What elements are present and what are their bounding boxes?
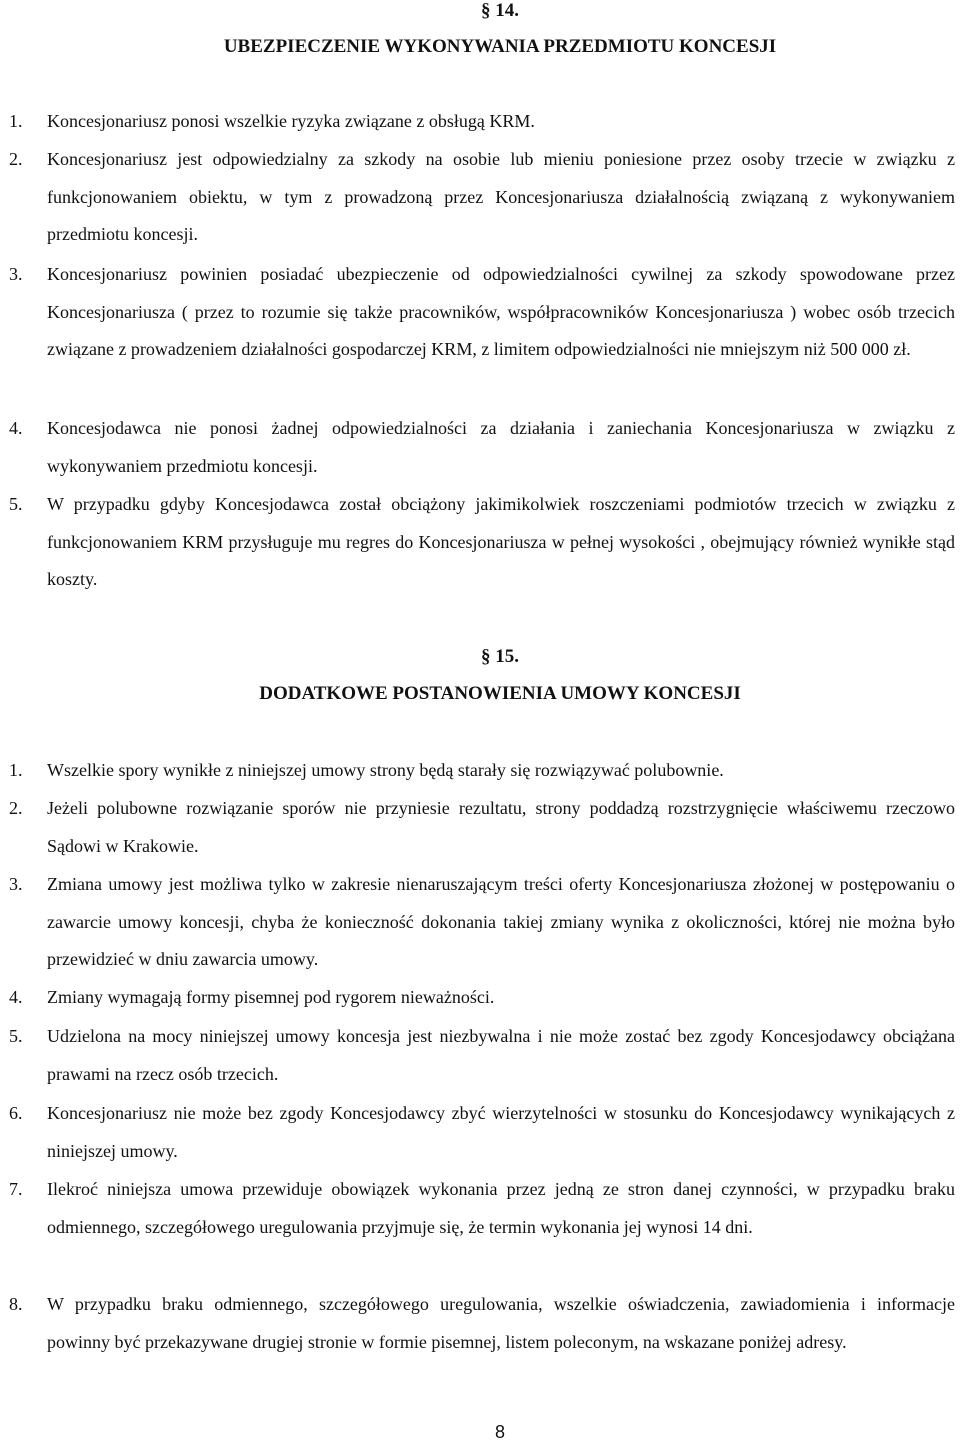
item-number: 4. (9, 418, 23, 438)
item-text: Zmiany wymagają formy pisemnej pod rygorem nieważności. (47, 987, 495, 1007)
item-text: Jeżeli polubowne rozwiązanie sporów nie przyniesie rezultatu, strony poddadzą rozstrzygnięcie właściwemu rzeczowo Sądowi w Krakowie. (47, 798, 955, 856)
section-15-item-5 (9, 1018, 955, 1093)
section-15-item-7 (9, 1171, 955, 1246)
item-text: Koncesjonariusz ponosi wszelkie ryzyka związane z obsługą KRM. (47, 111, 535, 131)
section-14-title: UBEZPIECZENIE WYKONYWANIA PRZEDMIOTU KONCESJI (223, 36, 777, 57)
item-text: Koncesjonariusz powinien posiadać ubezpieczenie od odpowiedzialności cywilnej za szkody spowodowane przez Koncesjonariusza ( przez to rozumie się także pracowników, współpracowników Koncesjonariusza ) wobec osób trzecich związane z prowadzeniem działalności gospodarczej KRM, z limitem odpowiedzialności nie mniejszym niż 500 000 zł. (47, 264, 955, 360)
section-14-item-4 (9, 410, 955, 485)
page-number: 8 (494, 1422, 505, 1442)
item-number: 5. (9, 1026, 23, 1046)
item-number: 7. (9, 1179, 23, 1199)
item-text: Koncesjodawca nie ponosi żadnej odpowiedzialności za działania i zaniechania Koncesjonariusza w związku z wykonywaniem przedmiotu koncesji. (47, 418, 955, 476)
section-15-item-1 (9, 752, 955, 790)
section-14-item-5 (9, 486, 955, 599)
item-number: 2. (9, 798, 23, 818)
section-15-item-8 (9, 1286, 955, 1361)
item-text: Zmiana umowy jest możliwa tylko w zakresie nienaruszającym treści oferty Koncesjonariusza złożonej w postępowaniu o zawarcie umowy koncesji, chyba że konieczność dokonania takiej zmiany wynika z okoliczności, której nie można było przewidzieć w dniu zawarcia umowy. (47, 874, 955, 970)
section-14-number: § 14. (481, 0, 519, 21)
section-14-item-1 (9, 103, 955, 141)
item-text: Ilekroć niniejsza umowa przewiduje obowiązek wykonania przez jedną ze stron danej czynności, w przypadku braku odmiennego, szczegółowego uregulowania przyjmuje się, że termin wykonania jej wynosi 14 dni. (47, 1179, 955, 1237)
section-15-item-3 (9, 866, 955, 979)
section-15-item-6 (9, 1095, 955, 1170)
item-text: W przypadku gdyby Koncesjodawca został obciążony jakimikolwiek roszczeniami podmiotów trzecich w związku z funkcjonowaniem KRM przysługuje mu regres do Koncesjonariusza w pełnej wysokości , obejmujący również wynikłe stąd koszty. (47, 494, 955, 590)
item-number: 4. (9, 987, 23, 1007)
item-number: 8. (9, 1294, 23, 1314)
item-text: W przypadku braku odmiennego, szczegółowego uregulowania, wszelkie oświadczenia, zawiadomienia i informacje powinny być przekazywane drugiej stronie w formie pisemnej, listem poleconym, na wskazane poniżej adresy. (47, 1294, 955, 1352)
section-14-item-3 (9, 256, 955, 369)
item-number: 1. (9, 760, 23, 780)
item-number: 3. (9, 874, 23, 894)
section-14-item-2 (9, 141, 955, 254)
section-15-item-2 (9, 790, 955, 865)
item-text: Wszelkie spory wynikłe z niniejszej umowy strony będą starały się rozwiązywać polubownie. (47, 760, 724, 780)
item-number: 1. (9, 111, 23, 131)
item-text: Koncesjonariusz nie może bez zgody Koncesjodawcy zbyć wierzytelności w stosunku do Koncesjodawcy wynikających z niniejszej umowy. (47, 1103, 955, 1161)
item-number: 6. (9, 1103, 23, 1123)
item-number: 2. (9, 149, 23, 169)
item-text: Udzielona na mocy niniejszej umowy koncesja jest niezbywalna i nie może zostać bez zgody Koncesjodawcy obciążana prawami na rzecz osób trzecich. (47, 1026, 955, 1084)
section-15-title: DODATKOWE POSTANOWIENIA UMOWY KONCESJI (259, 683, 741, 704)
item-text: Koncesjonariusz jest odpowiedzialny za szkody na osobie lub mieniu poniesione przez osoby trzecie w związku z funkcjonowaniem obiektu, w tym z prowadzoną przez Koncesjonariusza działalnością związaną z wykonywaniem przedmiotu koncesji. (47, 149, 955, 245)
section-15-number: § 15. (481, 646, 519, 667)
item-number: 3. (9, 264, 23, 284)
section-15-item-4 (9, 979, 955, 1017)
item-number: 5. (9, 494, 23, 514)
